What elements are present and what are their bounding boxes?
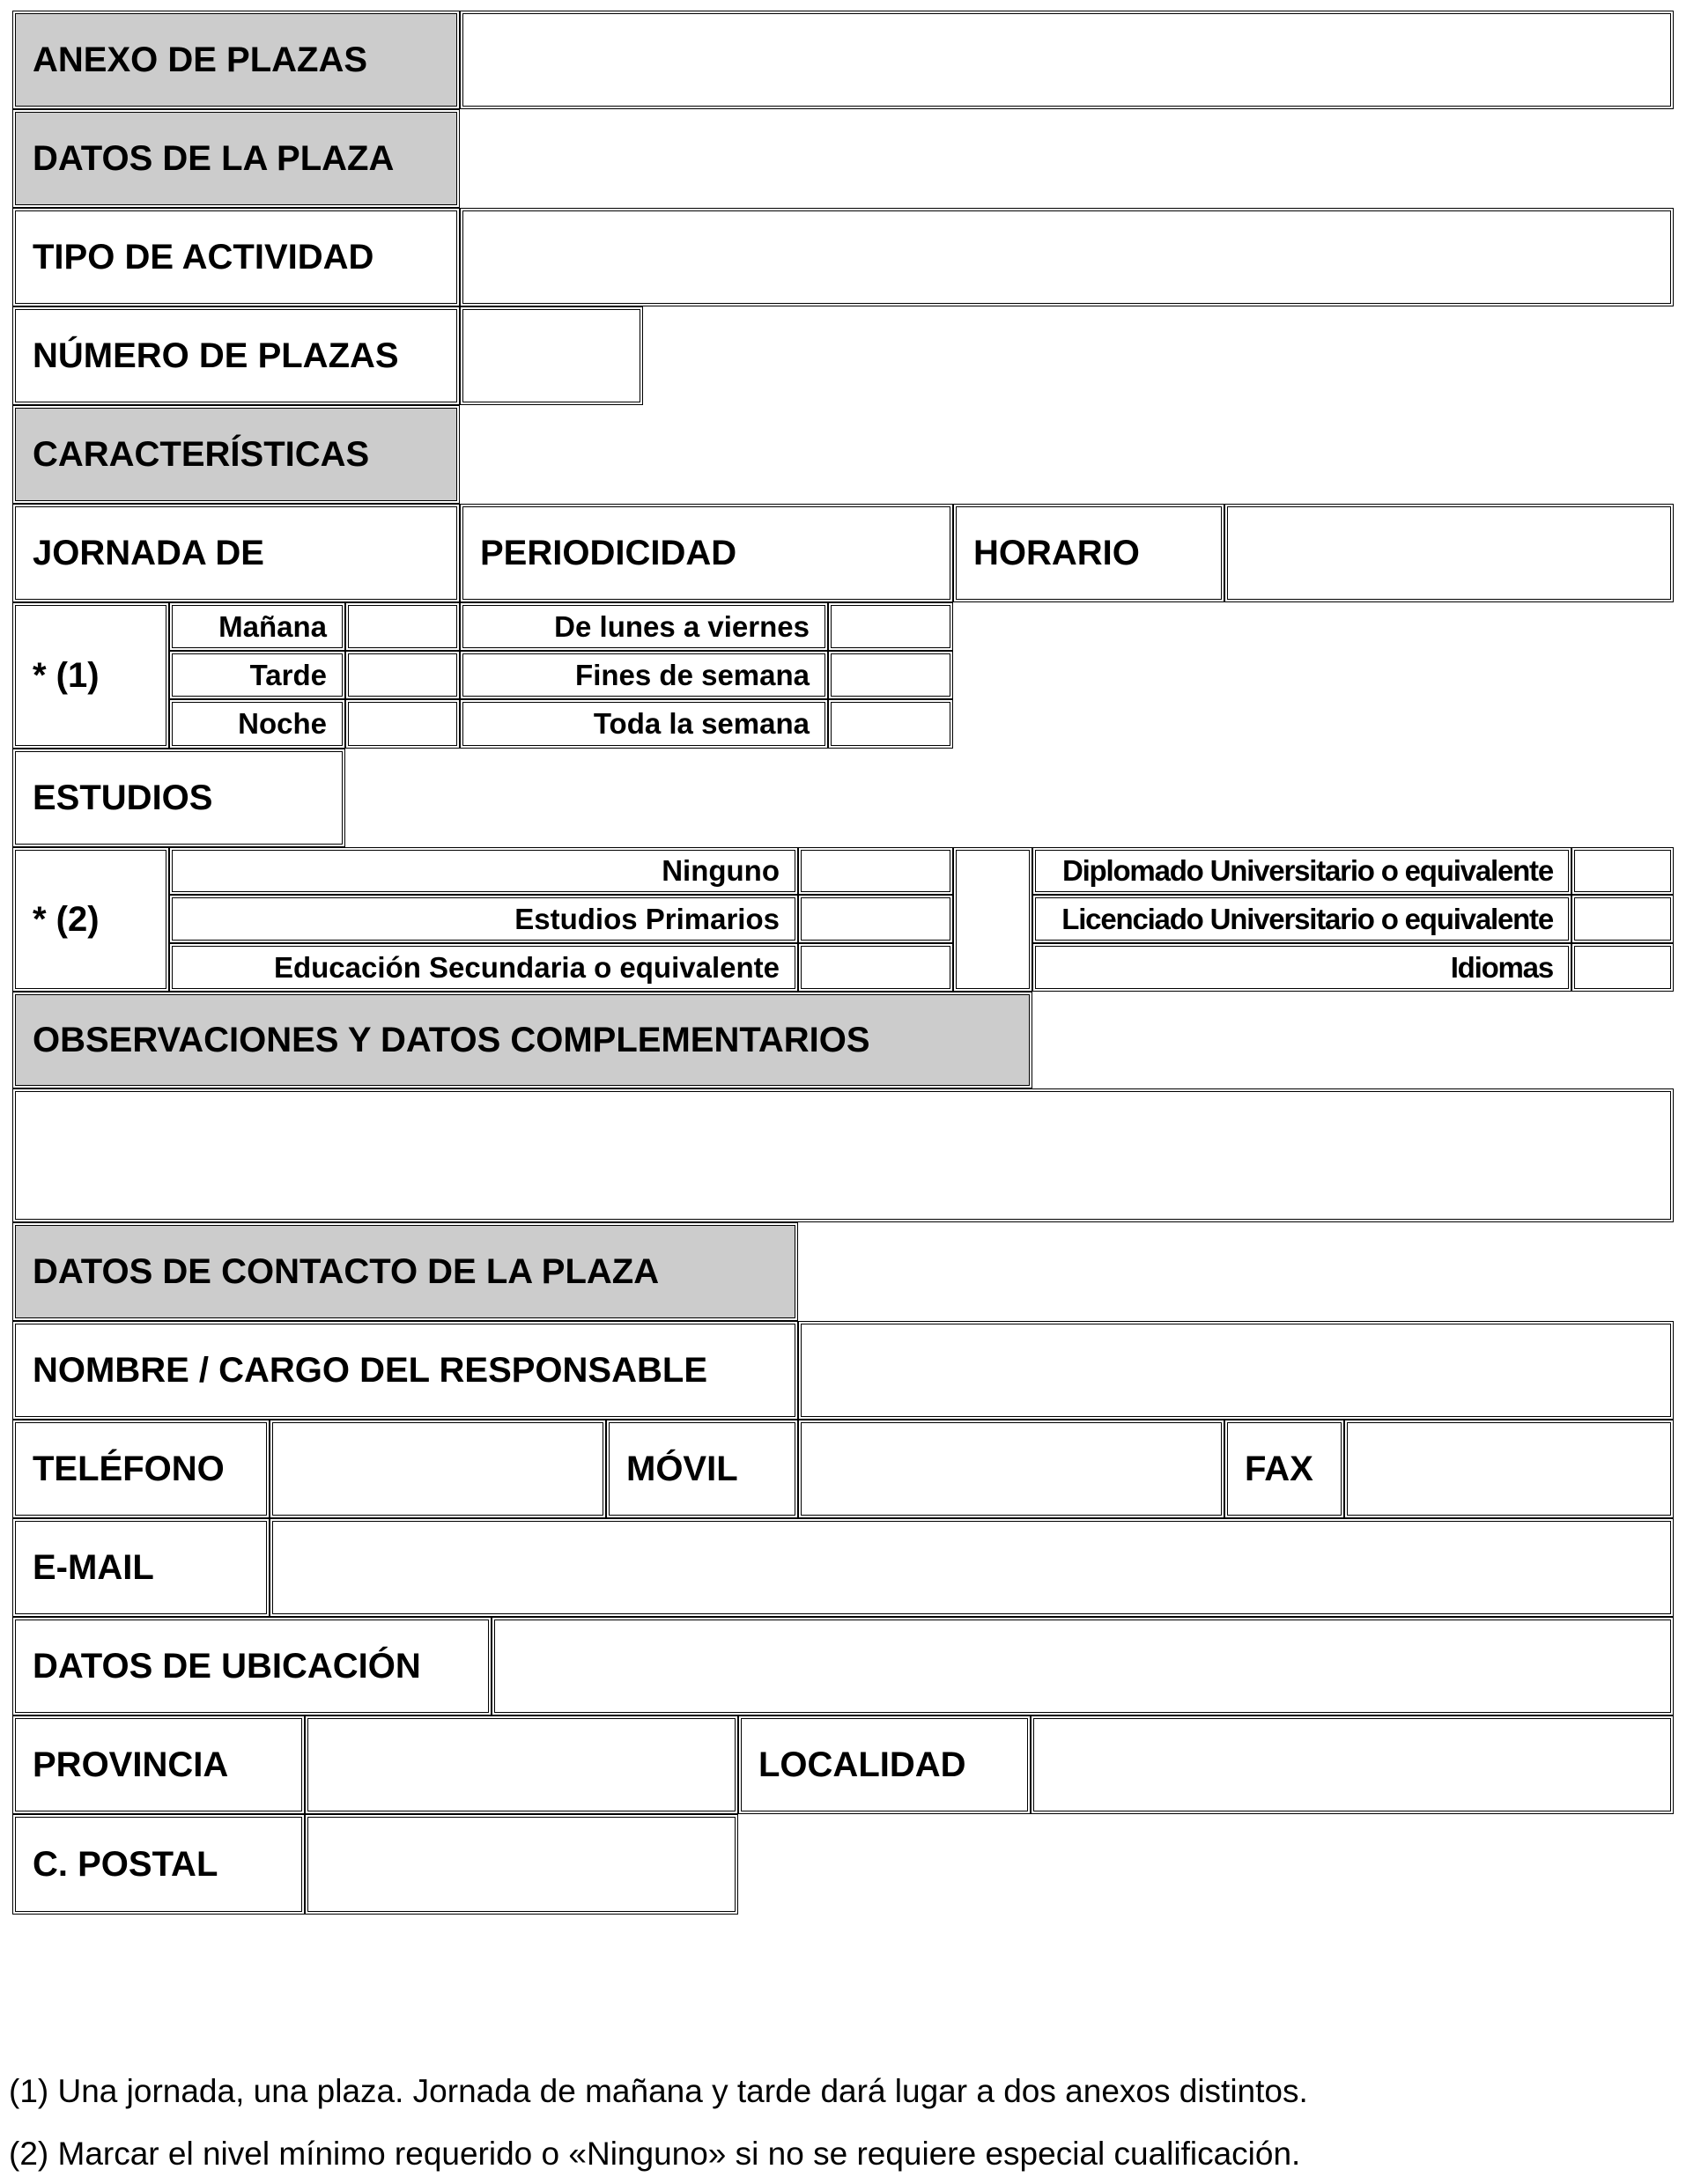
estudios-secundaria-checkbox[interactable]: [798, 943, 953, 992]
periodicidad-option-label: De lunes a viernes: [460, 602, 828, 651]
periodicidad-lunes-viernes-checkbox[interactable]: [828, 602, 953, 651]
jornada-tarde-checkbox[interactable]: [345, 651, 460, 699]
periodicidad-option-label: Fines de semana: [460, 651, 828, 699]
ref-1-label: * (1): [12, 602, 169, 749]
estudios-label: ESTUDIOS: [12, 749, 345, 847]
observaciones-header: OBSERVACIONES Y DATOS COMPLEMENTARIOS: [12, 992, 1032, 1088]
periodicidad-fines-semana-checkbox[interactable]: [828, 651, 953, 699]
provincia-label: PROVINCIA: [12, 1715, 305, 1814]
jornada-manana-checkbox[interactable]: [345, 602, 460, 651]
movil-field[interactable]: [798, 1420, 1224, 1518]
cpostal-label: C. POSTAL: [12, 1814, 305, 1915]
observaciones-field[interactable]: [12, 1088, 1674, 1222]
estudios-primarios-checkbox[interactable]: [798, 895, 953, 943]
periodicidad-toda-semana-checkbox[interactable]: [828, 699, 953, 749]
responsable-field[interactable]: [798, 1321, 1674, 1420]
horario-label: HORARIO: [953, 504, 1224, 602]
estudios-separator: [953, 847, 1032, 992]
movil-label: MÓVIL: [606, 1420, 798, 1518]
telefono-label: TELÉFONO: [12, 1420, 270, 1518]
numero-plazas-field[interactable]: [460, 306, 643, 405]
estudios-option-label: Ninguno: [169, 847, 798, 895]
jornada-option-label: Tarde: [169, 651, 345, 699]
estudios-idiomas-checkbox[interactable]: [1571, 943, 1674, 992]
numero-plazas-label: NÚMERO DE PLAZAS: [12, 306, 460, 405]
ubicacion-label: DATOS DE UBICACIÓN: [12, 1617, 492, 1715]
estudios-licenciado-checkbox[interactable]: [1571, 895, 1674, 943]
anexo-plazas-label: ANEXO DE PLAZAS: [12, 11, 460, 109]
tipo-actividad-label: TIPO DE ACTIVIDAD: [12, 208, 460, 306]
tipo-actividad-field[interactable]: [460, 208, 1674, 306]
provincia-field[interactable]: [305, 1715, 738, 1814]
footnote-1: (1) Una jornada, una plaza. Jornada de mañana y tarde dará lugar a dos anexos distintos.: [9, 2073, 1308, 2109]
ref-2-label: * (2): [12, 847, 169, 992]
responsable-label: NOMBRE / CARGO DEL RESPONSABLE: [12, 1321, 798, 1420]
fax-field[interactable]: [1344, 1420, 1674, 1518]
contacto-header: DATOS DE CONTACTO DE LA PLAZA: [12, 1222, 798, 1321]
fax-label: FAX: [1224, 1420, 1344, 1518]
jornada-label: JORNADA DE: [12, 504, 460, 602]
jornada-option-label: Noche: [169, 699, 345, 749]
estudios-ninguno-checkbox[interactable]: [798, 847, 953, 895]
footnote-2: (2) Marcar el nivel mínimo requerido o «Ninguno» si no se requiere especial cualificación.: [9, 2136, 1301, 2172]
jornada-option-label: Mañana: [169, 602, 345, 651]
estudios-diplomado-checkbox[interactable]: [1571, 847, 1674, 895]
email-field[interactable]: [270, 1518, 1674, 1617]
estudios-option-label: Idiomas: [1032, 943, 1571, 992]
datos-plaza-header: DATOS DE LA PLAZA: [12, 109, 460, 208]
estudios-option-label: Diplomado Universitario o equivalente: [1032, 847, 1571, 895]
periodicidad-option-label: Toda la semana: [460, 699, 828, 749]
localidad-field[interactable]: [1031, 1715, 1674, 1814]
email-label: E-MAIL: [12, 1518, 270, 1617]
caracteristicas-header: CARACTERÍSTICAS: [12, 405, 460, 504]
estudios-option-label: Educación Secundaria o equivalente: [169, 943, 798, 992]
localidad-label: LOCALIDAD: [738, 1715, 1031, 1814]
telefono-field[interactable]: [270, 1420, 606, 1518]
estudios-option-label: Estudios Primarios: [169, 895, 798, 943]
periodicidad-label: PERIODICIDAD: [460, 504, 953, 602]
anexo-plazas-field[interactable]: [460, 11, 1674, 109]
jornada-noche-checkbox[interactable]: [345, 699, 460, 749]
horario-field[interactable]: [1224, 504, 1674, 602]
ubicacion-field[interactable]: [492, 1617, 1674, 1715]
estudios-option-label: Licenciado Universitario o equivalente: [1032, 895, 1571, 943]
cpostal-field[interactable]: [305, 1814, 738, 1915]
